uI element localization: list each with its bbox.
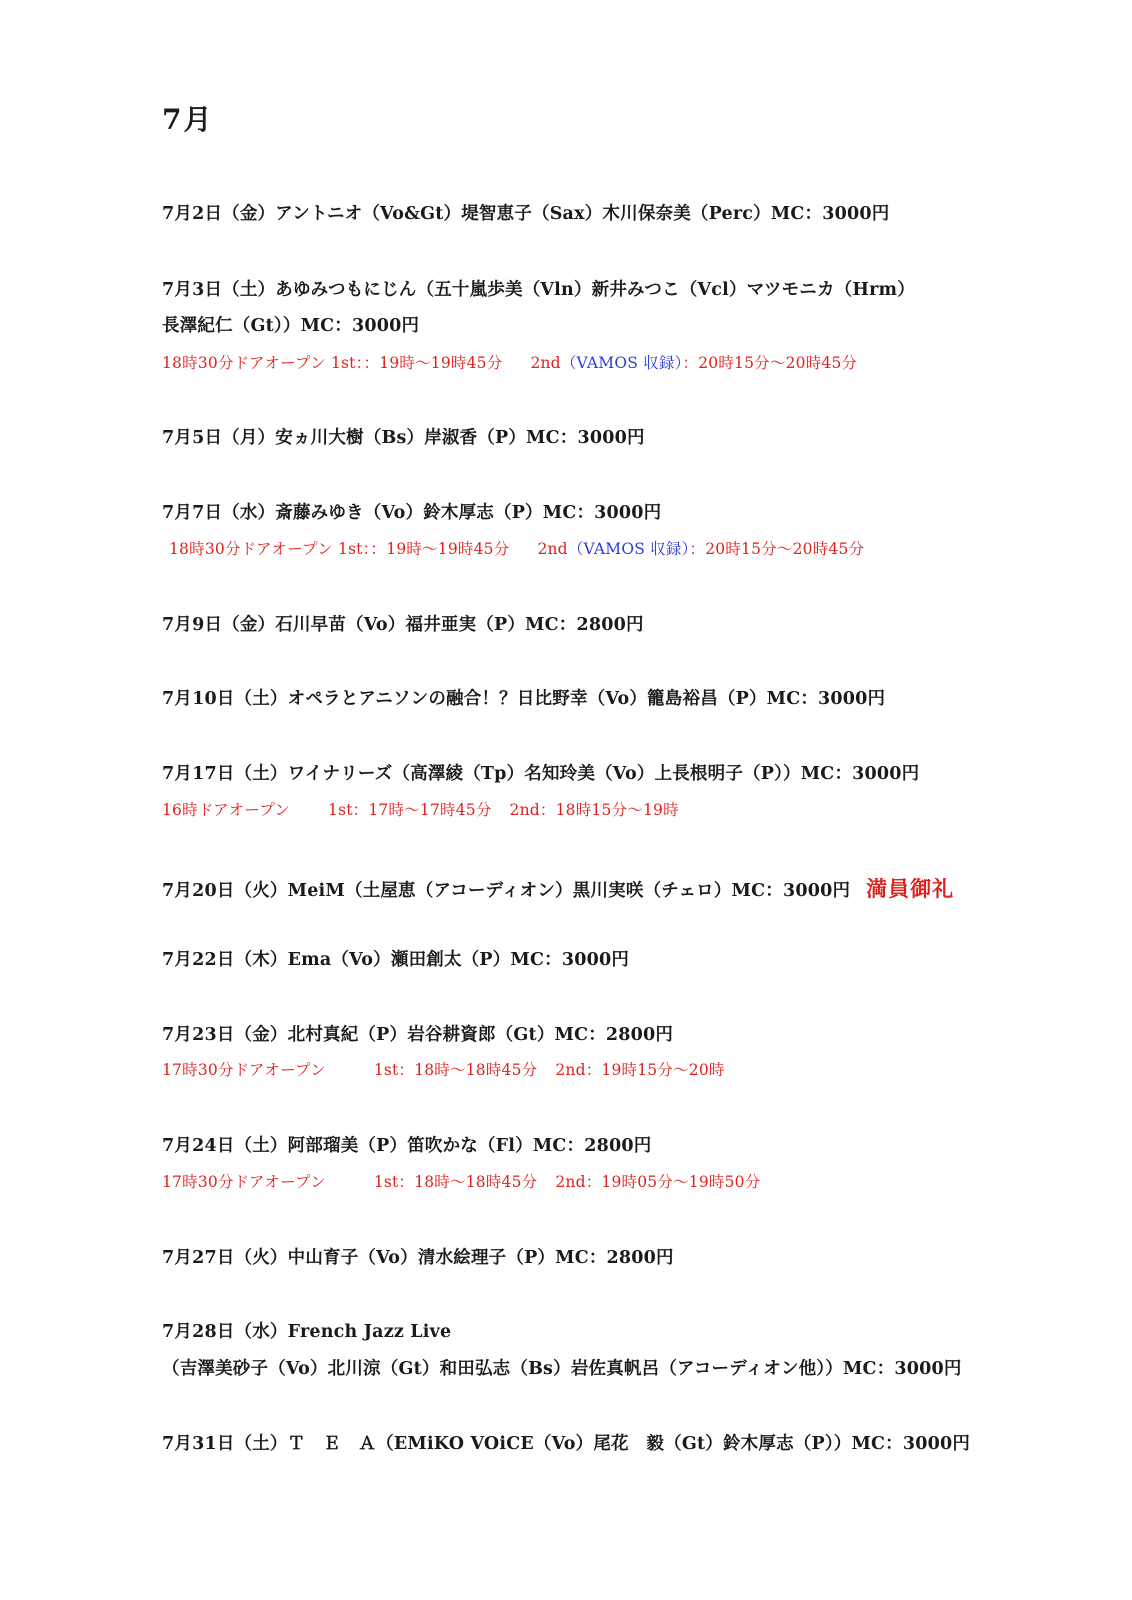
schedule-first: 1st：18時〜18時45分 bbox=[373, 1173, 538, 1191]
event-jul-28-continued: （吉澤美砂子（Vo）北川涼（Gt）和田弘志（Bs）岩佐真帆呂（アコーディオン他））MC：3000円 bbox=[162, 1359, 962, 1379]
event-jul-23: 7月23日（金）北村真紀（P）岩谷耕資郎（Gt）MC：2800円 bbox=[162, 1025, 674, 1045]
event-jul-05: 7月5日（月）安ヵ川大樹（Bs）岸淑香（P）MC：3000円 bbox=[162, 428, 645, 448]
schedule-door-first: 18時30分ドアオープン 1st：：19時〜19時45分 bbox=[162, 354, 503, 372]
schedule-second-label: 2nd bbox=[530, 354, 561, 372]
recording-note: （VAMOS 収録） bbox=[560, 354, 683, 372]
event-jul-23-schedule bbox=[162, 1058, 725, 1080]
event-jul-02: 7月2日（金）アントニオ（Vo&Gt）堤智恵子（Sax）木川保奈美（Perc）MC：3000円 bbox=[162, 204, 890, 224]
event-jul-28: 7月28日（水）French Jazz Live bbox=[162, 1322, 452, 1342]
schedule-door: 16時ドアオープン bbox=[162, 801, 291, 819]
schedule-second: 2nd：19時15分〜20時 bbox=[555, 1061, 725, 1079]
event-jul-17-schedule bbox=[162, 798, 679, 820]
event-jul-24-schedule bbox=[162, 1170, 760, 1192]
event-jul-03: 7月3日（土）あゆみつもにじん（五十嵐歩美（Vln）新井みつこ（Vcl）マツモニカ（Hrm） bbox=[162, 280, 915, 300]
event-jul-10: 7月10日（土）オペラとアニソンの融合！？日比野幸（Vo）籠島裕昌（P）MC：3000円 bbox=[162, 689, 886, 709]
schedule-second-label: 2nd bbox=[537, 540, 568, 558]
event-jul-07-schedule bbox=[169, 537, 864, 559]
event-jul-09: 7月9日（金）石川早苗（Vo）福井亜実（P）MC：2800円 bbox=[162, 615, 644, 635]
event-jul-20 bbox=[162, 873, 954, 903]
schedule-second-time: ：20時15分〜20時45分 bbox=[682, 354, 858, 372]
event-jul-03-continued: 長澤紀仁（Gt））MC：3000円 bbox=[162, 316, 420, 336]
event-jul-17: 7月17日（土）ワイナリーズ（高澤綾（Tp）名知玲美（Vo）上長根明子（P））MC：3000円 bbox=[162, 764, 920, 784]
schedule-second: 2nd：19時05分〜19時50分 bbox=[555, 1173, 761, 1191]
event-jul-20-text: 7月20日（火）MeiM（土屋恵（アコーディオン）黒川実咲（チェロ）MC：3000円 bbox=[162, 881, 851, 901]
schedule-first: 1st：18時〜18時45分 bbox=[373, 1061, 538, 1079]
event-jul-24: 7月24日（土）阿部瑠美（P）笛吹かな（Fl）MC：2800円 bbox=[162, 1136, 652, 1156]
schedule-door: 17時30分ドアオープン bbox=[162, 1061, 326, 1079]
event-jul-22: 7月22日（木）Ema（Vo）瀬田創太（P）MC：3000円 bbox=[162, 950, 630, 970]
schedule-second: 2nd：18時15分〜19時 bbox=[509, 801, 679, 819]
soldout-badge: 満員御礼 bbox=[866, 876, 955, 901]
schedule-first: 1st：17時〜17時45分 bbox=[328, 801, 492, 819]
event-jul-31: 7月31日（土）Ｔ Ｅ Ａ（EMiKO VOiCE（Vo）尾花 毅（Gt）鈴木厚志（P））MC：3000円 bbox=[162, 1434, 971, 1454]
page-title: 7月 bbox=[162, 103, 214, 136]
event-jul-03-schedule bbox=[162, 351, 857, 373]
event-jul-07: 7月7日（水）斎藤みゆき（Vo）鈴木厚志（P）MC：3000円 bbox=[162, 503, 662, 523]
schedule-door: 17時30分ドアオープン bbox=[162, 1173, 326, 1191]
schedule-door-first: 18時30分ドアオープン 1st：：19時〜19時45分 bbox=[169, 540, 510, 558]
schedule-second-time: ：20時15分〜20時45分 bbox=[689, 540, 865, 558]
event-jul-27: 7月27日（火）中山育子（Vo）清水絵理子（P）MC：2800円 bbox=[162, 1248, 674, 1268]
recording-note: （VAMOS 収録） bbox=[567, 540, 690, 558]
